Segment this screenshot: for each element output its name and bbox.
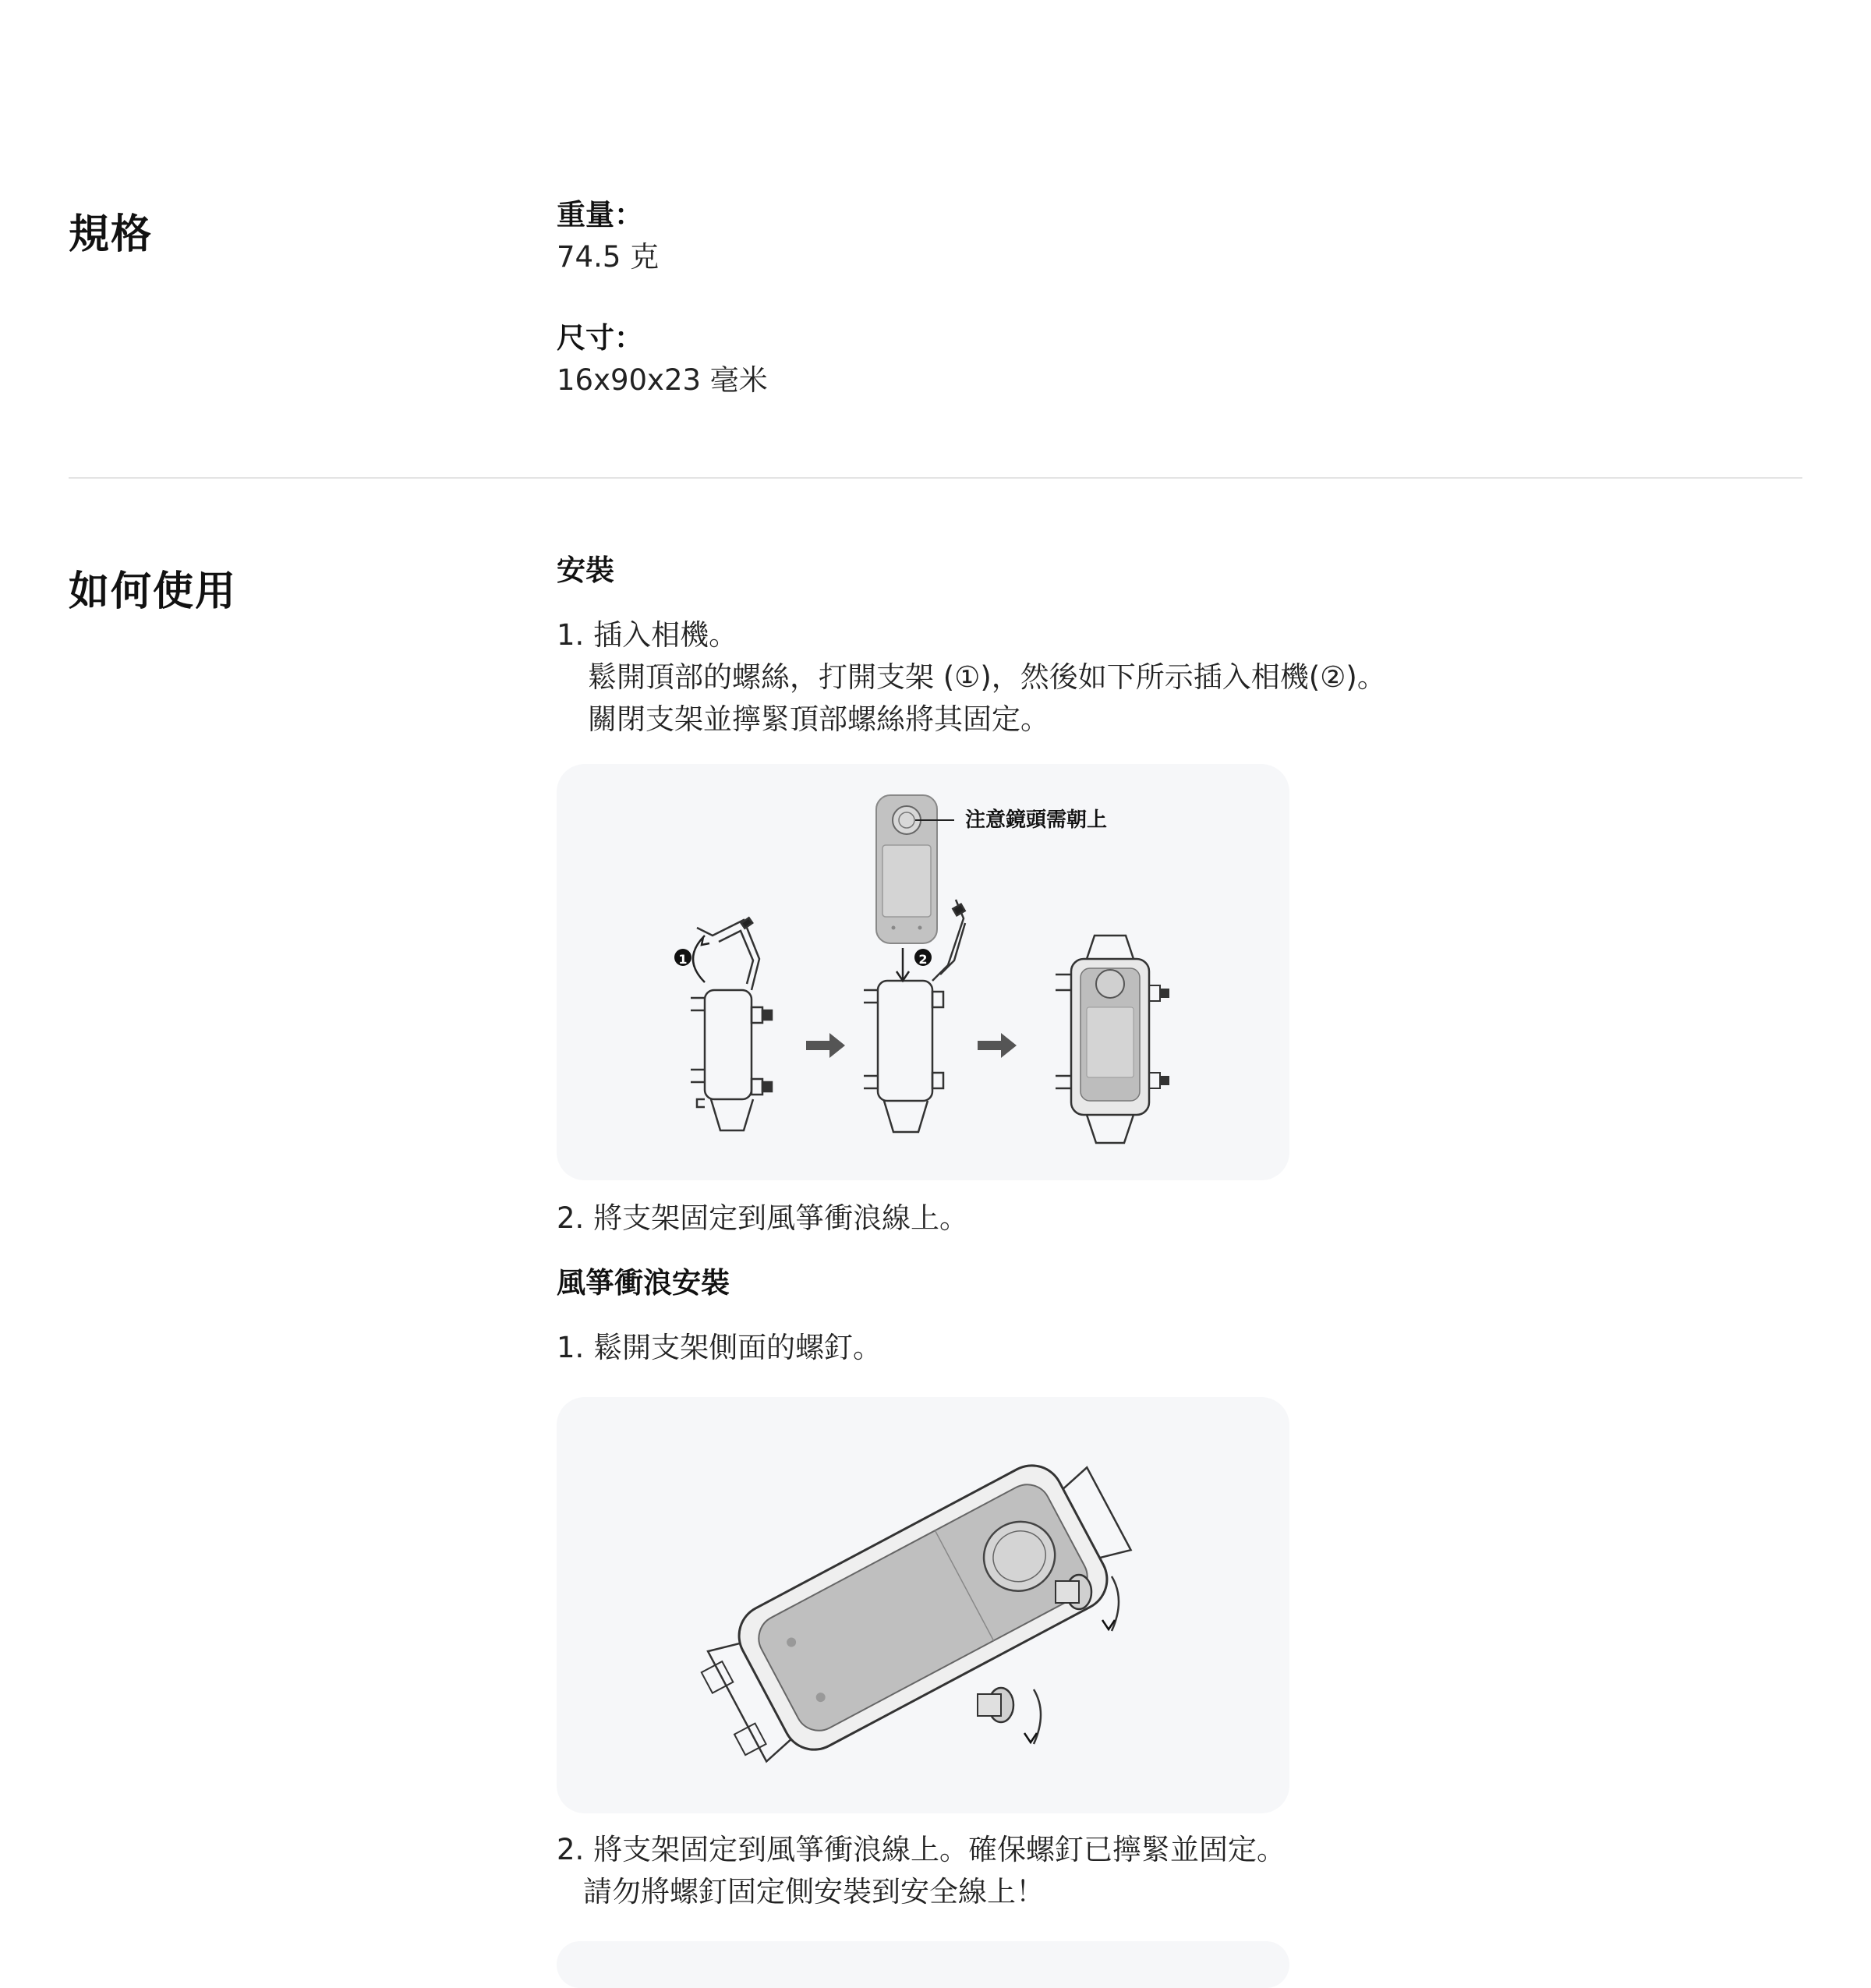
install-diagram <box>557 764 1289 1180</box>
specs-list <box>557 195 1804 402</box>
kite-step2-line2: 請勿將螺釘固定側安裝到安全線上！ <box>583 1875 1045 1908</box>
kite-heading: 風箏衝浪安裝 <box>557 1266 730 1300</box>
install-step2: 2. 將支架固定到風箏衝浪線上。 <box>557 1201 969 1235</box>
weight-value: 74.5 克 <box>557 240 660 274</box>
bracket-closed-illustration <box>1056 936 1169 1143</box>
install-step2-block <box>557 1197 1804 1369</box>
screw-knob-illustration <box>978 1688 1041 1744</box>
kite-step1: 1. 鬆開支架側面的螺釘。 <box>557 1331 882 1364</box>
install-step1-line2: 關閉支架並擰緊頂部螺絲將其固定。 <box>588 702 1049 736</box>
section-divider <box>69 477 1802 479</box>
weight-label: 重量： <box>557 198 643 232</box>
install-step1-line1: 鬆開頂部的螺絲，打開支架 (①)，然後如下所示插入相機(②)。 <box>588 660 1386 694</box>
arrow-right-icon <box>978 1033 1017 1058</box>
install-heading: 安裝 <box>557 554 614 587</box>
bracket-open-illustration <box>691 918 772 1130</box>
marker-2-label: 2 <box>918 952 928 967</box>
arrow-right-icon <box>806 1033 845 1058</box>
specs-heading: 規格 <box>69 211 154 258</box>
next-diagram <box>557 1941 1289 1988</box>
camera-illustration <box>876 795 954 943</box>
screw-knob-illustration <box>1056 1575 1119 1631</box>
kite-step2-block <box>557 1829 1804 1913</box>
marker-1-label: 1 <box>678 952 688 967</box>
size-label: 尺寸： <box>557 321 643 355</box>
install-step1-title: 1. 插入相機。 <box>557 618 738 652</box>
bracket-angled-illustration <box>687 1440 1145 1782</box>
size-value: 16x90x23 毫米 <box>557 363 768 397</box>
kite-mount-diagram <box>557 1397 1289 1813</box>
kite-step2-line1: 2. 將支架固定到風箏衝浪線上。確保螺釘已擰緊並固定。 <box>557 1833 1286 1866</box>
install-block <box>557 550 1804 741</box>
howto-heading: 如何使用 <box>69 568 238 615</box>
callout-label: 注意鏡頭需朝上 <box>965 808 1108 832</box>
